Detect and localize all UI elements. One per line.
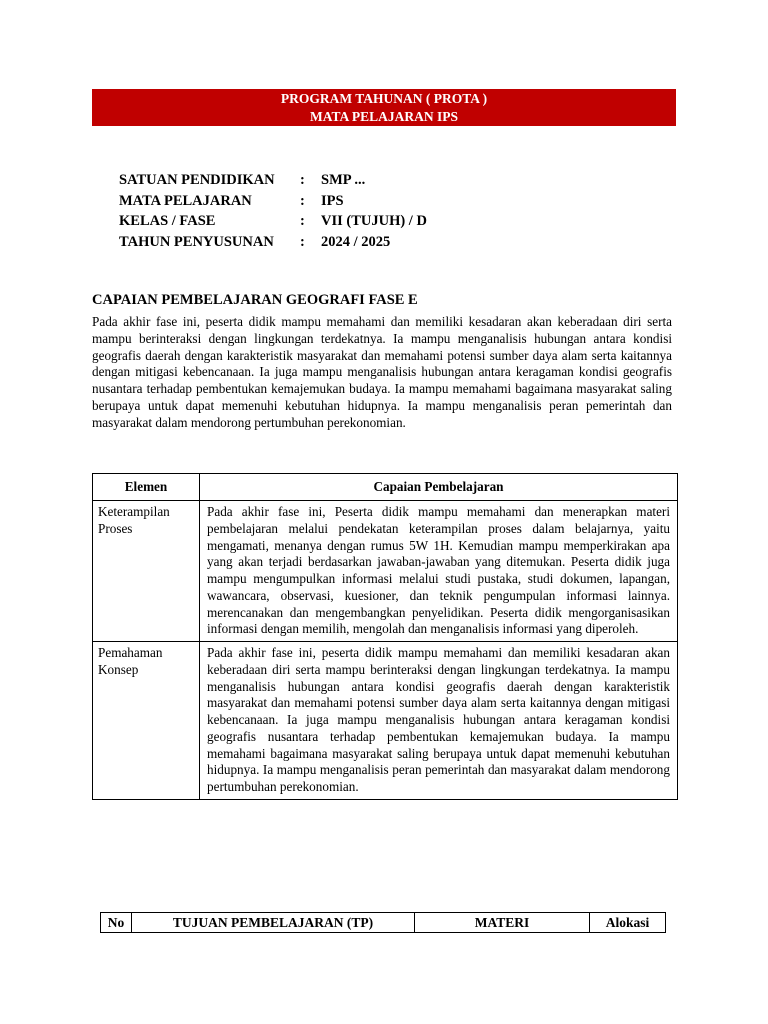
info-key: KELAS / FASE <box>119 213 216 229</box>
capaian-table <box>92 473 678 800</box>
elemen-cell: Pemahaman Konsep <box>93 642 200 800</box>
capaian-paragraph: Pada akhir fase ini, peserta didik mampu memahami dan memiliki kesadaran akan keberadaan diri serta mampu berinteraksi dengan lingkungan terdekatnya. Ia mampu menganalisis hubungan antara kondisi geografis daerah dengan karakteristik masyarakat dan memahami potensi sumber daya alam serta kaitannya dengan mitigasi kebencanaan. Ia juga mampu menganalisis hubungan antara keragaman kondisi geografis nusantara terhadap pembentukan kemajemukan budaya. Ia mampu memahami bagaimana masyarakat saling berupaya untuk dapat memenuhi kebutuhan hidupnya. Ia mampu menganalisis peran pemerintah dan masyarakat dalam mendorong pertumbuhan perekonomian. <box>92 314 672 430</box>
title-banner <box>92 89 676 126</box>
info-separator: : <box>300 172 305 188</box>
info-row <box>119 170 427 191</box>
elemen-cell: Keterampilan Proses <box>93 501 200 642</box>
identity-info <box>119 170 427 252</box>
info-row <box>119 191 427 212</box>
header-no: No <box>101 913 132 933</box>
info-key: SATUAN PENDIDIKAN <box>119 172 275 188</box>
table-row <box>93 501 678 642</box>
info-separator: : <box>300 213 305 229</box>
capaian-cell: Pada akhir fase ini, peserta didik mampu memahami dan memiliki kesadaran akan keberadaan diri serta mampu berinteraksi dengan lingkungan terdekatnya. Ia mampu menganalisis hubungan antara kondisi geografis daerah dengan karakteristik masyarakat dan memahami potensi sumber daya alam serta kaitannya dengan mitigasi kebencanaan. Ia juga mampu menganalisis hubungan antara keragaman kondisi geografis nusantara terhadap pembentukan kemajemukan budaya. Ia mampu memahami bagaimana masyarakat saling berupaya untuk dapat memenuhi kebutuhan hidupnya. Ia mampu menganalisis peran pemerintah dan masyarakat dalam mendorong pertumbuhan perekonomian. <box>200 642 678 800</box>
info-value: IPS <box>321 192 344 209</box>
title-line-2: MATA PELAJARAN IPS <box>309 109 458 124</box>
header-alokasi: Alokasi <box>590 913 666 933</box>
table-row <box>93 642 678 800</box>
header-elemen: Elemen <box>93 474 200 501</box>
capaian-title: CAPAIAN PEMBELAJARAN GEOGRAFI FASE E <box>92 292 418 308</box>
table-header-row <box>101 913 666 933</box>
title-line-1: PROGRAM TAHUNAN ( PROTA ) <box>280 91 488 106</box>
header-tujuan: TUJUAN PEMBELAJARAN (TP) <box>132 913 415 933</box>
header-materi: MATERI <box>415 913 590 933</box>
info-separator: : <box>300 192 305 209</box>
capaian-cell: Pada akhir fase ini, Peserta didik mampu memahami dan menerapkan materi pembelajaran melalui pendekatan keterampilan proses dalam belajarnya, yaitu mengamati, menanya dengan rumus 5W 1H. Kemudian mampu memperkirakan apa yang akan terjadi berdasarkan jawaban-jawaban yang ditemukan. Peserta didik juga mampu mengumpulkan informasi melalui studi pustaka, studi dokumen, lapangan, wawancara, observasi, kuesioner, dan teknik pengumpulan informasi lainnya. merencanakan dan mengembangkan penyelidikan. Peserta didik mengorganisasikan informasi dengan memilih, mengolah dan menganalisis informasi yang diperoleh. <box>200 501 678 642</box>
header-capaian: Capaian Pembelajaran <box>200 474 678 501</box>
info-value: SMP ... <box>321 172 366 188</box>
info-value: 2024 / 2025 <box>321 233 391 250</box>
table-header-row <box>93 474 678 501</box>
info-row <box>119 211 427 232</box>
info-key: TAHUN PENYUSUNAN <box>119 233 274 250</box>
tp-table <box>100 912 666 933</box>
info-separator: : <box>300 233 305 250</box>
info-value: VII (TUJUH) / D <box>321 213 427 229</box>
info-row <box>119 232 427 253</box>
info-key: MATA PELAJARAN <box>119 192 252 209</box>
